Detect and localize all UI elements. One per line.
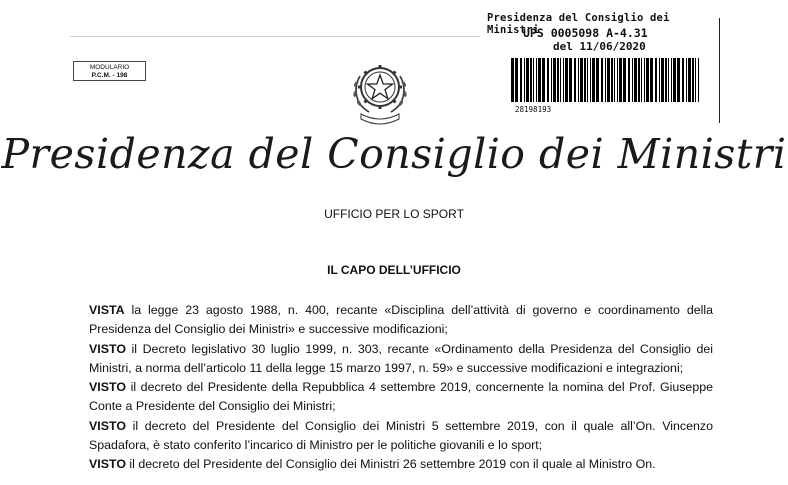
barcode-bar <box>551 58 552 102</box>
barcode-bar <box>634 58 637 102</box>
recital-paragraph <box>89 417 713 456</box>
barcode-bar <box>536 58 537 102</box>
barcode-bar <box>668 58 669 102</box>
recital-text: il decreto del Presidente del Consiglio dei Ministri 5 settembre 2019, con il quale all’On. Vincenzo Spadafora, è stato conferito l’incarico di Ministro per le politiche giovanili e lo sport; <box>89 418 713 453</box>
barcode-bar <box>623 58 626 102</box>
barcode-bar <box>557 58 559 102</box>
barcode-bar <box>695 58 696 102</box>
barcode-bar <box>530 58 532 102</box>
barcode-bar <box>578 58 579 102</box>
barcode-bar <box>607 58 610 102</box>
barcode-bar <box>553 58 556 102</box>
barcode-bar <box>605 58 606 102</box>
barcode-bar <box>655 58 657 102</box>
barcode-bar <box>511 58 514 102</box>
barcode-bar <box>682 58 684 102</box>
barcode-bar <box>563 58 564 102</box>
page-title: Presidenza del Consiglio dei Ministri <box>1 130 787 178</box>
barcode-bar <box>650 58 653 102</box>
barcode-bar <box>526 58 529 102</box>
protocol-stamp <box>483 8 723 118</box>
barcode-bar <box>538 58 541 102</box>
barcode-bar <box>692 58 694 102</box>
barcode-bar <box>596 58 599 102</box>
recital-text: il Decreto legislativo 30 luglio 1999, n. 303, recante «Ordinamento della Presidenza del Consiglio dei Ministri, a norma dell’articolo 11 della legge 15 marzo 1997, n. 59» e successive modificazioni e integrazioni; <box>89 341 713 375</box>
recital-text: il decreto del Presidente del Consiglio dei Ministri 26 settembre 2019 con il quale al Ministro On. <box>125 457 656 472</box>
stamp-edge <box>719 18 720 123</box>
barcode-bar <box>673 58 676 102</box>
document-heading: IL CAPO DELL’UFFICIO <box>327 263 461 277</box>
recital-keyword: VISTA <box>89 303 125 317</box>
recital-text: il decreto del Presidente della Repubblica 4 settembre 2019, concernente la nomina del Prof. Giuseppe Conte a Presidente del Consiglio dei Ministri; <box>89 380 713 414</box>
recital-keyword: VISTO <box>89 341 126 356</box>
barcode-bar <box>644 58 645 102</box>
barcode-bar <box>688 58 691 102</box>
barcode-bar <box>686 58 687 102</box>
barcode-bar <box>569 58 572 102</box>
stamp-protocol: UPS 0005098 A-4.31 <box>523 26 648 40</box>
barcode-bar <box>632 58 633 102</box>
barcode-bar <box>641 58 642 102</box>
barcode-bar <box>524 58 525 102</box>
recital-paragraph <box>89 455 713 474</box>
barcode-bar <box>677 58 680 102</box>
modulario-line2: P.C.M. - 198 <box>91 72 128 79</box>
barcode-bar <box>590 58 591 102</box>
modulario-box <box>73 61 146 81</box>
stamp-office: Presidenza del Consiglio dei Ministri <box>487 12 670 36</box>
barcode-bar <box>515 58 518 102</box>
barcode-bar <box>665 58 667 102</box>
barcode-bar <box>592 58 595 102</box>
barcode-bar <box>574 58 576 102</box>
recital-paragraph <box>89 301 713 340</box>
barcode-bar <box>659 58 660 102</box>
barcode-bar <box>547 58 549 102</box>
barcode-bar <box>617 58 618 102</box>
barcode-bar <box>646 58 649 102</box>
barcode-bar <box>619 58 622 102</box>
barcode-bar <box>542 58 545 102</box>
barcode-bar <box>661 58 664 102</box>
header-rule <box>70 36 480 37</box>
recital-keyword: VISTO <box>89 418 126 433</box>
barcode-bar <box>611 58 613 102</box>
recital-keyword: VISTO <box>89 380 126 395</box>
document-body <box>89 301 713 475</box>
barcode-bar <box>587 58 588 102</box>
barcode-bar <box>584 58 586 102</box>
barcode-bar <box>628 58 630 102</box>
barcode-bar <box>614 58 615 102</box>
stamp-barcode-number: 28198193 <box>515 105 552 114</box>
stamp-date: del 11/06/2020 <box>553 40 646 53</box>
modulario-line1: MODULARIO <box>89 64 130 71</box>
recital-text: la legge 23 agosto 1988, n. 400, recante «Disciplina dell’attività di governo e coordinamento della Presidenza del Consiglio dei Ministri» e successive modificazioni; <box>89 303 713 337</box>
italian-republic-emblem-icon <box>349 54 411 126</box>
office-name: UFFICIO PER LO SPORT <box>324 207 464 221</box>
barcode-bar <box>560 58 561 102</box>
barcode-bar <box>698 58 699 102</box>
recital-keyword: VISTO <box>89 457 126 472</box>
barcode-bar <box>638 58 640 102</box>
barcode-bar <box>520 58 522 102</box>
barcode-bar <box>565 58 568 102</box>
barcode-icon <box>511 58 701 102</box>
barcode-bar <box>601 58 603 102</box>
recital-paragraph <box>89 378 713 417</box>
recital-paragraph <box>89 340 713 379</box>
barcode-bar <box>671 58 672 102</box>
barcode-bar <box>580 58 583 102</box>
barcode-bar <box>533 58 534 102</box>
